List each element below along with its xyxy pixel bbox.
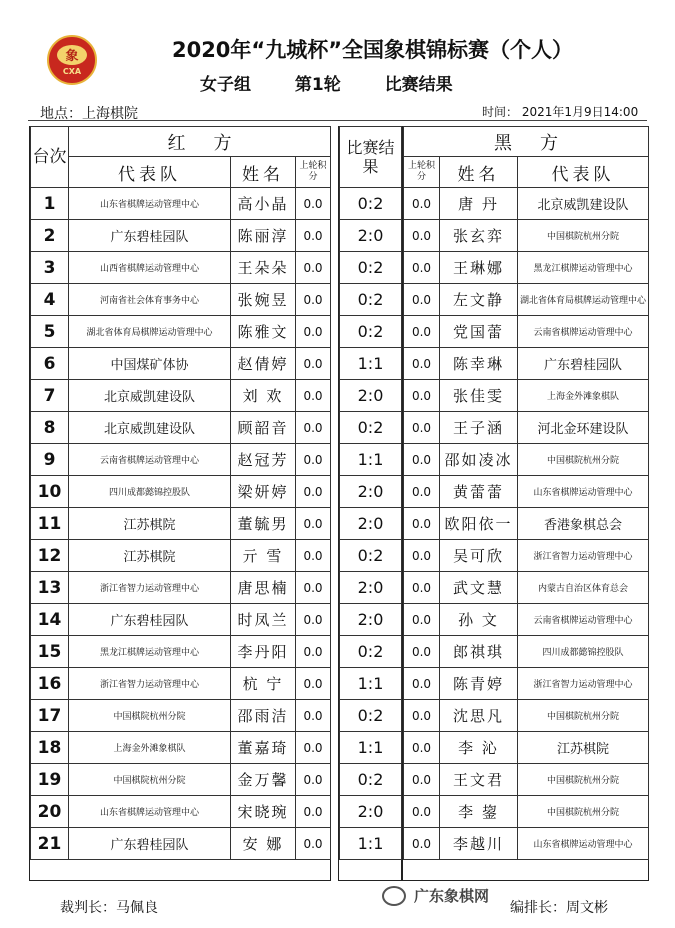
red-previous-points: 0.0 — [296, 668, 331, 700]
red-player-name: 陈丽淳 — [231, 220, 296, 252]
black-player-name: 陈幸琳 — [440, 348, 518, 380]
arranger: 编排长：周文彬 — [510, 900, 608, 916]
black-team: 上海金外滩象棋队 — [518, 380, 649, 412]
black-team-header: 代表队 — [518, 157, 649, 188]
black-player-name: 李 鋆 — [440, 796, 518, 828]
table-number: 14 — [31, 604, 69, 636]
table-row — [31, 572, 331, 604]
black-previous-points: 0.0 — [404, 732, 440, 764]
black-previous-points: 0.0 — [404, 348, 440, 380]
black-player-name: 武文慧 — [440, 572, 518, 604]
result-row — [340, 380, 402, 412]
table-number: 4 — [31, 284, 69, 316]
result-row — [340, 476, 402, 508]
black-previous-points: 0.0 — [404, 700, 440, 732]
black-team: 中国棋院杭州分院 — [518, 764, 649, 796]
result-row — [340, 252, 402, 284]
table-number: 6 — [31, 348, 69, 380]
match-result: 0:2 — [340, 412, 402, 444]
table-row — [404, 732, 649, 764]
table-row — [404, 444, 649, 476]
table-row — [404, 252, 649, 284]
black-player-name: 党国蕾 — [440, 316, 518, 348]
black-previous-points: 0.0 — [404, 764, 440, 796]
table-row — [31, 540, 331, 572]
black-player-name: 欧阳依一 — [440, 508, 518, 540]
black-team: 四川成都懿锦控股队 — [518, 636, 649, 668]
black-team: 内蒙古自治区体育总会 — [518, 572, 649, 604]
match-result: 0:2 — [340, 316, 402, 348]
match-result: 1:1 — [340, 668, 402, 700]
red-player-name: 亓 雪 — [231, 540, 296, 572]
logo-glyph: 象 — [57, 45, 87, 65]
red-team: 中国棋院杭州分院 — [69, 764, 231, 796]
result-row — [340, 700, 402, 732]
match-result: 2:0 — [340, 796, 402, 828]
red-team: 山西省棋牌运动管理中心 — [69, 252, 231, 284]
black-previous-points: 0.0 — [404, 604, 440, 636]
table-no-header: 台次 — [31, 127, 69, 188]
black-team: 浙江省智力运动管理中心 — [518, 668, 649, 700]
result-row — [340, 668, 402, 700]
black-team: 中国棋院杭州分院 — [518, 796, 649, 828]
black-side-header: 黑方 — [404, 127, 649, 157]
black-previous-points: 0.0 — [404, 476, 440, 508]
match-result: 1:1 — [340, 348, 402, 380]
match-result: 1:1 — [340, 828, 402, 860]
black-player-name: 孙 文 — [440, 604, 518, 636]
table-row — [404, 508, 649, 540]
table-row — [31, 188, 331, 220]
table-row — [31, 412, 331, 444]
black-team: 香港象棋总会 — [518, 508, 649, 540]
red-player-name: 梁妍婷 — [231, 476, 296, 508]
red-previous-points: 0.0 — [296, 412, 331, 444]
black-team: 中国棋院杭州分院 — [518, 220, 649, 252]
red-team: 黑龙江棋牌运动管理中心 — [69, 636, 231, 668]
result-row — [340, 764, 402, 796]
red-previous-points: 0.0 — [296, 508, 331, 540]
result-row — [340, 732, 402, 764]
table-row — [404, 636, 649, 668]
black-player-name: 沈思凡 — [440, 700, 518, 732]
black-team: 湖北省体育局棋牌运动管理中心 — [518, 284, 649, 316]
table-number: 2 — [31, 220, 69, 252]
red-team: 河南省社会体育事务中心 — [69, 284, 231, 316]
table-row — [31, 316, 331, 348]
red-player-name: 赵倩婷 — [231, 348, 296, 380]
black-previous-points: 0.0 — [404, 828, 440, 860]
black-team: 北京威凯建设队 — [518, 188, 649, 220]
group-label: 女子组 — [200, 75, 251, 95]
match-result: 0:2 — [340, 540, 402, 572]
subtitle — [200, 70, 491, 95]
black-player-name: 黄蕾蕾 — [440, 476, 518, 508]
black-team: 浙江省智力运动管理中心 — [518, 540, 649, 572]
logo-text: CXA — [62, 66, 82, 76]
table-number: 5 — [31, 316, 69, 348]
table-row — [404, 540, 649, 572]
red-player-name: 张婉昱 — [231, 284, 296, 316]
match-result: 0:2 — [340, 764, 402, 796]
red-player-name: 杭 宁 — [231, 668, 296, 700]
table-row — [31, 444, 331, 476]
black-team: 江苏棋院 — [518, 732, 649, 764]
table-number: 13 — [31, 572, 69, 604]
red-player-name: 唐思楠 — [231, 572, 296, 604]
match-result: 2:0 — [340, 476, 402, 508]
match-result: 0:2 — [340, 284, 402, 316]
red-team: 中国煤矿体协 — [69, 348, 231, 380]
red-side-table — [30, 126, 331, 860]
result-row — [340, 412, 402, 444]
red-player-name: 李丹阳 — [231, 636, 296, 668]
table-row — [31, 668, 331, 700]
red-previous-points: 0.0 — [296, 284, 331, 316]
black-points-header: 上轮积分 — [404, 157, 440, 188]
result-row — [340, 220, 402, 252]
chief-referee: 裁判长：马佩良 — [60, 900, 158, 916]
table-row — [404, 700, 649, 732]
table-row — [404, 764, 649, 796]
black-player-name: 张玄弈 — [440, 220, 518, 252]
red-previous-points: 0.0 — [296, 220, 331, 252]
result-label: 比赛结果 — [384, 75, 453, 95]
black-team: 中国棋院杭州分院 — [518, 700, 649, 732]
red-team: 中国棋院杭州分院 — [69, 700, 231, 732]
black-team: 河北金环建设队 — [518, 412, 649, 444]
red-previous-points: 0.0 — [296, 476, 331, 508]
result-row — [340, 604, 402, 636]
table-row — [31, 476, 331, 508]
red-team: 山东省棋牌运动管理中心 — [69, 796, 231, 828]
black-team: 中国棋院杭州分院 — [518, 444, 649, 476]
table-row — [31, 700, 331, 732]
red-team: 湖北省体育局棋牌运动管理中心 — [69, 316, 231, 348]
table-row — [31, 764, 331, 796]
watermark — [382, 885, 489, 906]
match-result: 0:2 — [340, 188, 402, 220]
table-number: 1 — [31, 188, 69, 220]
round-label: 第1轮 — [294, 75, 341, 95]
result-row — [340, 348, 402, 380]
table-row — [31, 636, 331, 668]
table-number: 7 — [31, 380, 69, 412]
match-result: 2:0 — [340, 380, 402, 412]
table-number: 21 — [31, 828, 69, 860]
red-player-name: 顾韶音 — [231, 412, 296, 444]
black-player-name: 陈青婷 — [440, 668, 518, 700]
table-number: 19 — [31, 764, 69, 796]
table-row — [31, 604, 331, 636]
table-number: 16 — [31, 668, 69, 700]
table-row — [404, 476, 649, 508]
red-team-header: 代表队 — [69, 157, 231, 188]
black-team: 黑龙江棋牌运动管理中心 — [518, 252, 649, 284]
table-row — [404, 220, 649, 252]
table-row — [404, 604, 649, 636]
red-player-name: 邵雨洁 — [231, 700, 296, 732]
time-text: 时间： 2021年1月9日14:00 — [482, 105, 639, 119]
match-result: 0:2 — [340, 700, 402, 732]
table-row — [31, 220, 331, 252]
match-result: 2:0 — [340, 220, 402, 252]
result-row — [340, 284, 402, 316]
match-result: 2:0 — [340, 572, 402, 604]
table-number: 9 — [31, 444, 69, 476]
red-previous-points: 0.0 — [296, 252, 331, 284]
red-player-name: 赵冠芳 — [231, 444, 296, 476]
red-previous-points: 0.0 — [296, 380, 331, 412]
table-row — [31, 284, 331, 316]
red-previous-points: 0.0 — [296, 636, 331, 668]
black-previous-points: 0.0 — [404, 316, 440, 348]
black-player-name: 李 沁 — [440, 732, 518, 764]
red-previous-points: 0.0 — [296, 572, 331, 604]
red-previous-points: 0.0 — [296, 604, 331, 636]
table-row — [404, 284, 649, 316]
black-player-name: 李越川 — [440, 828, 518, 860]
match-result: 0:2 — [340, 636, 402, 668]
result-row — [340, 796, 402, 828]
black-name-header: 姓名 — [440, 157, 518, 188]
table-number: 15 — [31, 636, 69, 668]
red-team: 江苏棋院 — [69, 540, 231, 572]
black-previous-points: 0.0 — [404, 444, 440, 476]
red-previous-points: 0.0 — [296, 828, 331, 860]
red-player-name: 宋晓琬 — [231, 796, 296, 828]
red-player-name: 刘 欢 — [231, 380, 296, 412]
table-number: 11 — [31, 508, 69, 540]
black-player-name: 王子涵 — [440, 412, 518, 444]
table-row — [404, 316, 649, 348]
table-row — [404, 188, 649, 220]
red-team: 四川成都懿锦控股队 — [69, 476, 231, 508]
red-player-name: 高小晶 — [231, 188, 296, 220]
table-number: 8 — [31, 412, 69, 444]
table-row — [404, 668, 649, 700]
page-title: 2020年“九城杯”全国象棋锦标赛（个人） — [171, 38, 574, 62]
table-number: 20 — [31, 796, 69, 828]
table-number: 3 — [31, 252, 69, 284]
black-previous-points: 0.0 — [404, 540, 440, 572]
result-row — [340, 316, 402, 348]
table-row — [31, 380, 331, 412]
table-row — [31, 508, 331, 540]
black-previous-points: 0.0 — [404, 284, 440, 316]
result-row — [340, 540, 402, 572]
black-player-name: 邵如凌冰 — [440, 444, 518, 476]
red-previous-points: 0.0 — [296, 348, 331, 380]
table-row — [404, 412, 649, 444]
red-team: 上海金外滩象棋队 — [69, 732, 231, 764]
red-player-name: 时凤兰 — [231, 604, 296, 636]
result-row — [340, 508, 402, 540]
black-team: 云南省棋牌运动管理中心 — [518, 316, 649, 348]
table-number: 18 — [31, 732, 69, 764]
red-previous-points: 0.0 — [296, 316, 331, 348]
red-player-name: 陈雅文 — [231, 316, 296, 348]
black-previous-points: 0.0 — [404, 668, 440, 700]
result-row — [340, 188, 402, 220]
red-previous-points: 0.0 — [296, 764, 331, 796]
table-row — [404, 348, 649, 380]
result-header: 比赛结果 — [340, 127, 402, 188]
table-row — [31, 252, 331, 284]
chat-bubble-icon — [382, 886, 406, 906]
result-row — [340, 636, 402, 668]
black-previous-points: 0.0 — [404, 412, 440, 444]
result-row — [340, 828, 402, 860]
red-team: 广东碧桂园队 — [69, 828, 231, 860]
red-previous-points: 0.0 — [296, 796, 331, 828]
watermark-text: 广东象棋网 — [414, 887, 490, 905]
black-player-name: 唐 丹 — [440, 188, 518, 220]
black-player-name: 郎祺琪 — [440, 636, 518, 668]
venue-text: 地点：上海棋院 — [40, 106, 138, 122]
association-logo — [47, 35, 97, 85]
red-previous-points: 0.0 — [296, 540, 331, 572]
black-player-name: 吴可欣 — [440, 540, 518, 572]
table-number: 12 — [31, 540, 69, 572]
red-player-name: 安 娜 — [231, 828, 296, 860]
black-previous-points: 0.0 — [404, 572, 440, 604]
red-points-header: 上轮积分 — [296, 157, 331, 188]
black-player-name: 王琳娜 — [440, 252, 518, 284]
table-row — [31, 732, 331, 764]
red-player-name: 金万馨 — [231, 764, 296, 796]
red-player-name: 董嘉琦 — [231, 732, 296, 764]
black-previous-points: 0.0 — [404, 796, 440, 828]
table-row — [404, 572, 649, 604]
red-team: 北京威凯建设队 — [69, 412, 231, 444]
red-team: 广东碧桂园队 — [69, 604, 231, 636]
black-previous-points: 0.0 — [404, 220, 440, 252]
result-table — [339, 126, 402, 860]
header-divider — [28, 120, 647, 121]
red-name-header: 姓名 — [231, 157, 296, 188]
result-row — [340, 572, 402, 604]
table-row — [404, 828, 649, 860]
red-side-header: 红方 — [69, 127, 331, 157]
match-result: 1:1 — [340, 732, 402, 764]
match-result: 0:2 — [340, 252, 402, 284]
black-previous-points: 0.0 — [404, 636, 440, 668]
red-player-name: 董毓男 — [231, 508, 296, 540]
red-team: 浙江省智力运动管理中心 — [69, 668, 231, 700]
red-team: 山东省棋牌运动管理中心 — [69, 188, 231, 220]
black-team: 云南省棋牌运动管理中心 — [518, 604, 649, 636]
red-team: 广东碧桂园队 — [69, 220, 231, 252]
red-previous-points: 0.0 — [296, 700, 331, 732]
black-player-name: 左文静 — [440, 284, 518, 316]
black-previous-points: 0.0 — [404, 252, 440, 284]
red-team: 江苏棋院 — [69, 508, 231, 540]
table-row — [404, 380, 649, 412]
black-player-name: 张佳雯 — [440, 380, 518, 412]
match-result: 2:0 — [340, 508, 402, 540]
red-previous-points: 0.0 — [296, 444, 331, 476]
red-team: 浙江省智力运动管理中心 — [69, 572, 231, 604]
black-side-table — [403, 126, 649, 860]
table-row — [31, 348, 331, 380]
result-row — [340, 444, 402, 476]
black-team: 山东省棋牌运动管理中心 — [518, 476, 649, 508]
black-previous-points: 0.0 — [404, 508, 440, 540]
black-previous-points: 0.0 — [404, 188, 440, 220]
table-number: 17 — [31, 700, 69, 732]
red-previous-points: 0.0 — [296, 188, 331, 220]
black-team: 广东碧桂园队 — [518, 348, 649, 380]
black-team: 山东省棋牌运动管理中心 — [518, 828, 649, 860]
table-number: 10 — [31, 476, 69, 508]
table-row — [31, 796, 331, 828]
red-team: 云南省棋牌运动管理中心 — [69, 444, 231, 476]
red-previous-points: 0.0 — [296, 732, 331, 764]
black-player-name: 王文君 — [440, 764, 518, 796]
table-row — [31, 828, 331, 860]
match-result: 1:1 — [340, 444, 402, 476]
red-team: 北京威凯建设队 — [69, 380, 231, 412]
table-row — [404, 796, 649, 828]
match-result: 2:0 — [340, 604, 402, 636]
red-player-name: 王朵朵 — [231, 252, 296, 284]
black-previous-points: 0.0 — [404, 380, 440, 412]
